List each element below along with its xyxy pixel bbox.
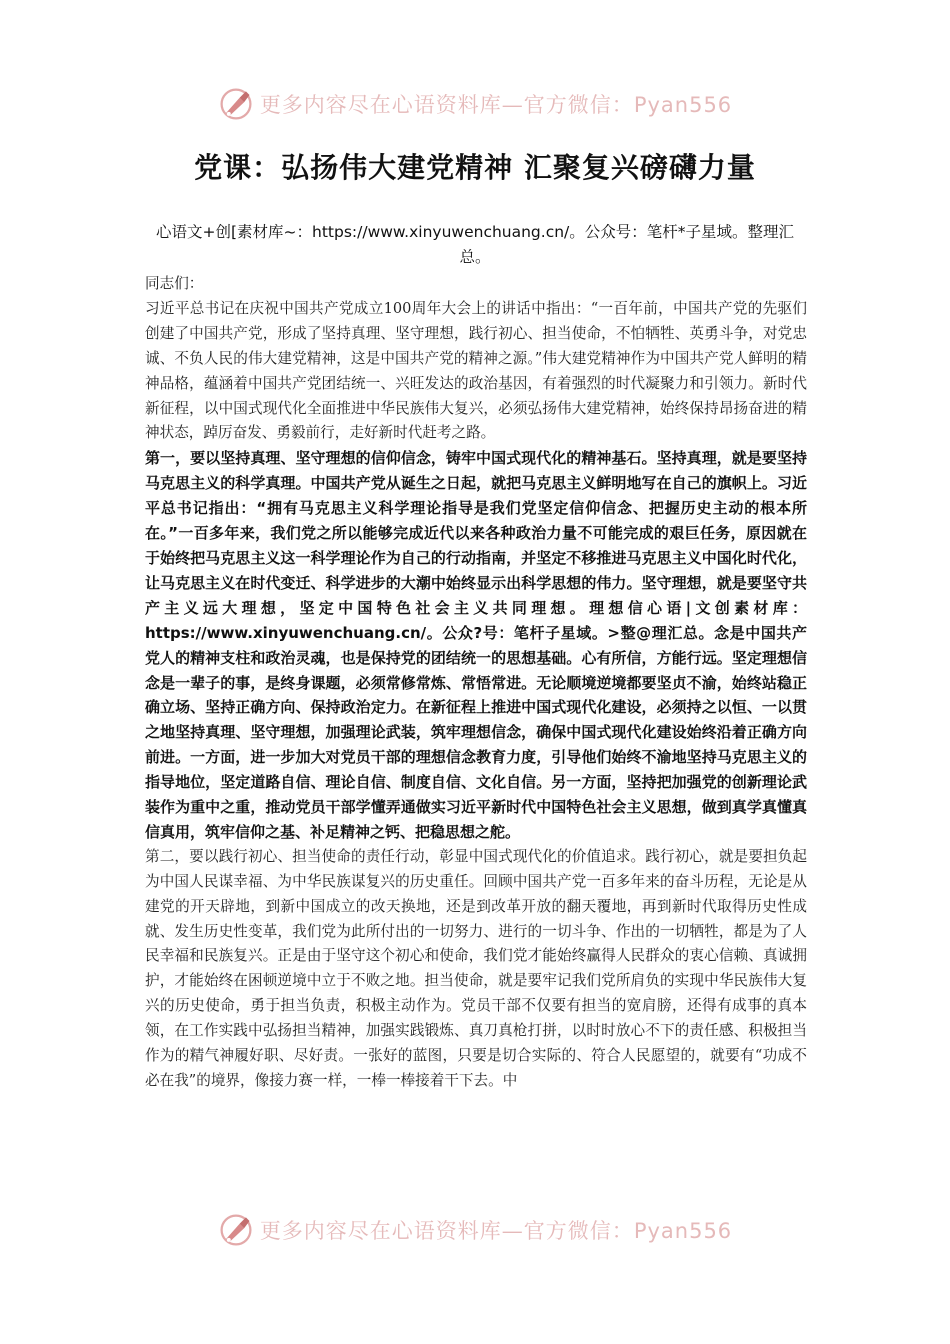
footer-watermark-banner xyxy=(0,1208,950,1252)
paragraph-intro: 习近平总书记在庆祝中国共产党成立100周年大会上的讲话中指出：“一百年前，中国共产党的先驱们创建了中国共产党，形成了坚持真理、坚守理想，践行初心、担当使命，不怕牺牲、英勇斗争，对党忠诚、不负人民的伟大建党精神，这是中国共产党的精神之源。”伟大建党精神作为中国共产党人鲜明的精神品格，蕴涵着中国共产党团结统一、兴旺发达的政治基因，有着强烈的时代凝聚力和引领力。新时代新征程，以中国式现代化全面推进中华民族伟大复兴，必须弘扬伟大建党精神，始终保持昂扬奋进的精神状态，踔厉奋发、勇毅前行，走好新时代赶考之路。 xyxy=(145,299,807,442)
watermark-slogan: 更多内容尽在心语资料库—官方微信： xyxy=(259,93,634,117)
greeting: 同志们： xyxy=(145,275,204,292)
document-body xyxy=(145,272,807,1094)
pen-nib-logo-icon xyxy=(218,1212,254,1248)
header-watermark-banner xyxy=(0,82,950,126)
wechat-id: Pyan556 xyxy=(633,93,733,117)
pen-nib-logo-icon xyxy=(218,86,254,122)
wechat-id: Pyan556 xyxy=(633,1219,733,1243)
paragraph-first-point: 第一，要以坚持真理、坚守理想的信仰信念，铸牢中国式现代化的精神基石。坚持真理，就是要坚持马克思主义的科学真理。中国共产党从诞生之日起，就把马克思主义鲜明地写在自己的旗帜上。习近平总书记指出：“拥有马克思主义科学理论指导是我们党坚定信仰信念、把握历史主动的根本所在。”一百多年来，我们党之所以能够完成近代以来各种政治力量不可能完成的艰巨任务，原因就在于始终把马克思主义这一科学理论作为自己的行动指南，并坚定不移推进马克思主义中国化时代化，让马克思主义在时代变迁、科学进步的大潮中始终显示出科学思想的伟力。坚守理想，就是要坚守共产主义远大理想，坚定中国特色社会主义共同理想。理想信心语|文创素材库：https://www.xinyuwenchuang.cn/。公众?号：笔杆子星域。>整@理汇总。念是中国共产党人的精神支柱和政治灵魂，也是保持党的团结统一的思想基础。心有所信，方能行远。坚定理想信念是一辈子的事，是终身课题，必须常修常炼、常悟常进。无论顺境逆境都要坚贞不渝，始终站稳正确立场、坚持正确方向、保持政治定力。在新征程上推进中国式现代化建设，必须持之以恒、一以贯之地坚持真理、坚守理想，加强理论武装，筑牢理想信念，确保中国式现代化建设始终沿着正确方向前进。一方面，进一步加大对党员干部的理想信念教育力度，引导他们始终不渝地坚持马克思主义的指导地位，坚定道路自信、理论自信、制度自信、文化自信。另一方面，坚持把加强党的创新理论武装作为重中之重，推动党员干部学懂弄通做实习近平新时代中国特色社会主义思想，做到真学真懂真信真用，筑牢信仰之基、补足精神之钙、把稳思想之舵。 xyxy=(145,449,807,841)
paragraph-second-point: 第二，要以践行初心、担当使命的责任行动，彰显中国式现代化的价值追求。践行初心，就是要担负起为中国人民谋幸福、为中华民族谋复兴的历史重任。回顾中国共产党一百多年来的奋斗历程，无论是从建党的开天辟地，到新中国成立的改天换地，还是到改革开放的翻天覆地，再到新时代取得历史性成就、发生历史性变革，我们党为此所付出的一切努力、进行的一切斗争、作出的一切牺牲，都是为了人民幸福和民族复兴。正是由于坚守这个初心和使命，我们党才能始终赢得人民群众的衷心信赖、真诚拥护，才能始终在困顿逆境中立于不败之地。担当使命，就是要牢记我们党所肩负的实现中华民族伟大复兴的历史使命，勇于担当负责，积极主动作为。党员干部不仅要有担当的宽肩膀，还得有成事的真本领，在工作实践中弘扬担当精神，加强实践锻炼、真刀真枪打拼，以时时放心不下的责任感、积极担当作为的精气神履好职、尽好责。一张好的蓝图，只要是切合实际的、符合人民愿望的，就要有“功成不必在我”的境界，像接力赛一样，一棒一棒接着干下去。中 xyxy=(145,847,807,1089)
watermark-text xyxy=(260,89,732,119)
page-title: 党课：弘扬伟大建党精神 汇聚复兴磅礴力量 xyxy=(194,151,756,184)
watermark-slogan: 更多内容尽在心语资料库—官方微信： xyxy=(259,1219,634,1243)
source-line: 心语文+创[素材库~：https://www.xinyuwenchuang.cn/。公众号：笔杆*子星域。整理汇总。 xyxy=(155,223,795,266)
watermark-text xyxy=(260,1215,732,1245)
